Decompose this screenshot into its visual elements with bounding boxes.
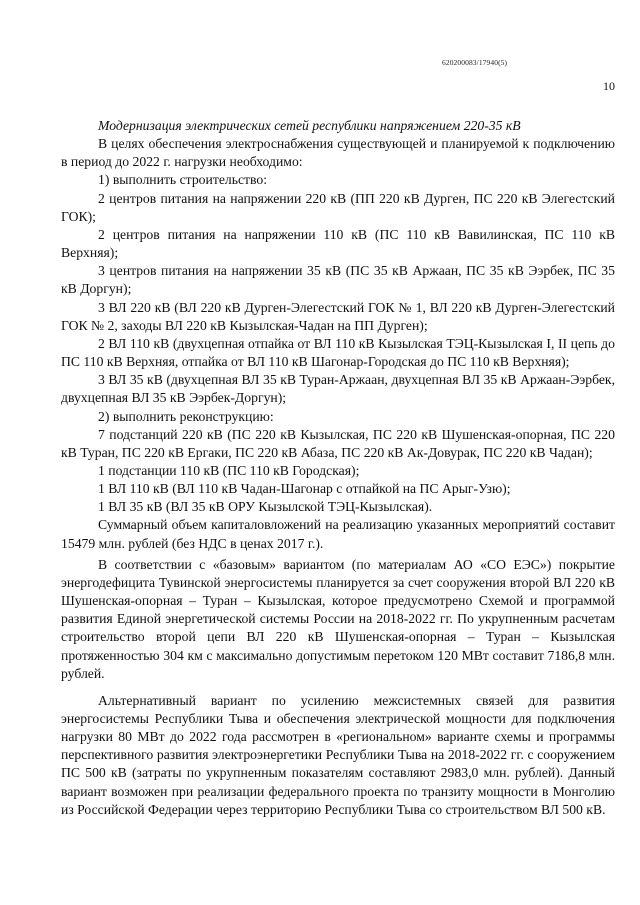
list-item: 1 подстанции 110 кВ (ПС 110 кВ Городская); — [98, 462, 360, 478]
list-item: 2 центров питания на напряжении 220 кВ (ПП 220 кВ Дурген, ПС 220 кВ Элегестский ГОК); — [61, 190, 615, 224]
list-item: 3 центров питания на напряжении 35 кВ (ПС 35 кВ Аржаан, ПС 35 кВ Ээрбек, ПС 35 кВ Доргун); — [61, 263, 615, 297]
paragraph-total-investment: Суммарный объем капиталовложений на реализацию указанных мероприятий составит 15479 млн. рублей (без НДС в ценах 2017 г.). — [61, 517, 615, 551]
paragraph-alternative-variant: Альтернативный вариант по усилению межсистемных связей для развития энергосистемы Республики Тыва и обеспечения электрической мощности для подключения нагрузки 80 МВт до 2022 года рассмотрен в «региональном» варианте схемы и программы перспективного развития электроэнергетики Республики Тыва на 2018-2022 гг. с сооружением ПС 500 кВ (затраты по укрупненным показателям составляют 2983,0 млн. рублей). Данный вариант возможен при реализации федерального проекта по транзиту мощности в Монголию из Российской Федерации через территорию Республики Тыва со строительством ВЛ 500 кВ. — [61, 692, 615, 817]
list-item: 1 ВЛ 110 кВ (ВЛ 110 кВ Чадан-Шагонар с отпайкой на ПС Арыг-Узю); — [98, 481, 511, 497]
list-item: 2 центров питания на напряжении 110 кВ (ПС 110 кВ Вавилинская, ПС 110 кВ Верхняя); — [61, 226, 615, 261]
document-id: 620200083/17940(5) — [442, 58, 508, 67]
list-item: 2 ВЛ 110 кВ (двухцепная отпайка от ВЛ 110 кВ Кызылская ТЭЦ-Кызылская I, II цепь до ПС 110 кВ Верхняя, отпайка от ВЛ 110 кВ Шагонар-Городская до ПС 110 кВ Верхняя); — [61, 335, 615, 370]
page-number: 10 — [603, 79, 615, 93]
list-heading-reconstruction: 2) выполнить реконструкцию: — [98, 408, 274, 424]
list-item: 1 ВЛ 35 кВ (ВЛ 35 кВ ОРУ Кызылской ТЭЦ-Кызылская). — [98, 499, 433, 515]
paragraph-base-variant: В соответствии с «базовым» вариантом (по материалам АО «СО ЕЭС») покрытие энергодефицита Тувинской энергосистемы планируется за счет сооружения второй ВЛ 220 кВ Шушенская-опорная – Туран – Кызылская, которое предусмотрено Схемой и программой развития Единой энергетической системы России на 2018-2022 гг. По укрупненным расчетам строительство второй цепи ВЛ 220 кВ Шушенская-опорная – Туран – Кызылская протяженностью 304 км с максимально допустимым перетоком 120 МВт составит 7186,8 млн. рублей. — [61, 556, 615, 681]
section-heading: Модернизация электрических сетей республики напряжением 220-35 кВ — [98, 118, 521, 133]
document-body — [61, 117, 615, 819]
list-item: 3 ВЛ 220 кВ (ВЛ 220 кВ Дурген-Элегестский ГОК № 1, ВЛ 220 кВ Дурген-Элегестский ГОК № 2, заходы ВЛ 220 кВ Кызылская-Чадан на ПП Дурген); — [61, 299, 615, 333]
paragraph-intro: В целях обеспечения электроснабжения существующей и планируемой к подключению в период до 2022 г. нагрузки необходимо: — [61, 136, 615, 170]
list-item: 7 подстанций 220 кВ (ПС 220 кВ Кызылская, ПС 220 кВ Шушенская-опорная, ПС 220 кВ Туран, ПС 220 кВ Ергаки, ПС 220 кВ Абаза, ПС 220 кВ Ак-Довурак, ПС 220 кВ Чадан); — [61, 426, 615, 460]
list-item: 3 ВЛ 35 кВ (двухцепная ВЛ 35 кВ Туран-Аржаан, двухцепная ВЛ 35 кВ Аржаан-Ээрбек, двухцепная ВЛ 35 кВ Ээрбек-Доргун); — [61, 372, 615, 406]
list-heading-construction: 1) выполнить строительство: — [98, 172, 268, 188]
